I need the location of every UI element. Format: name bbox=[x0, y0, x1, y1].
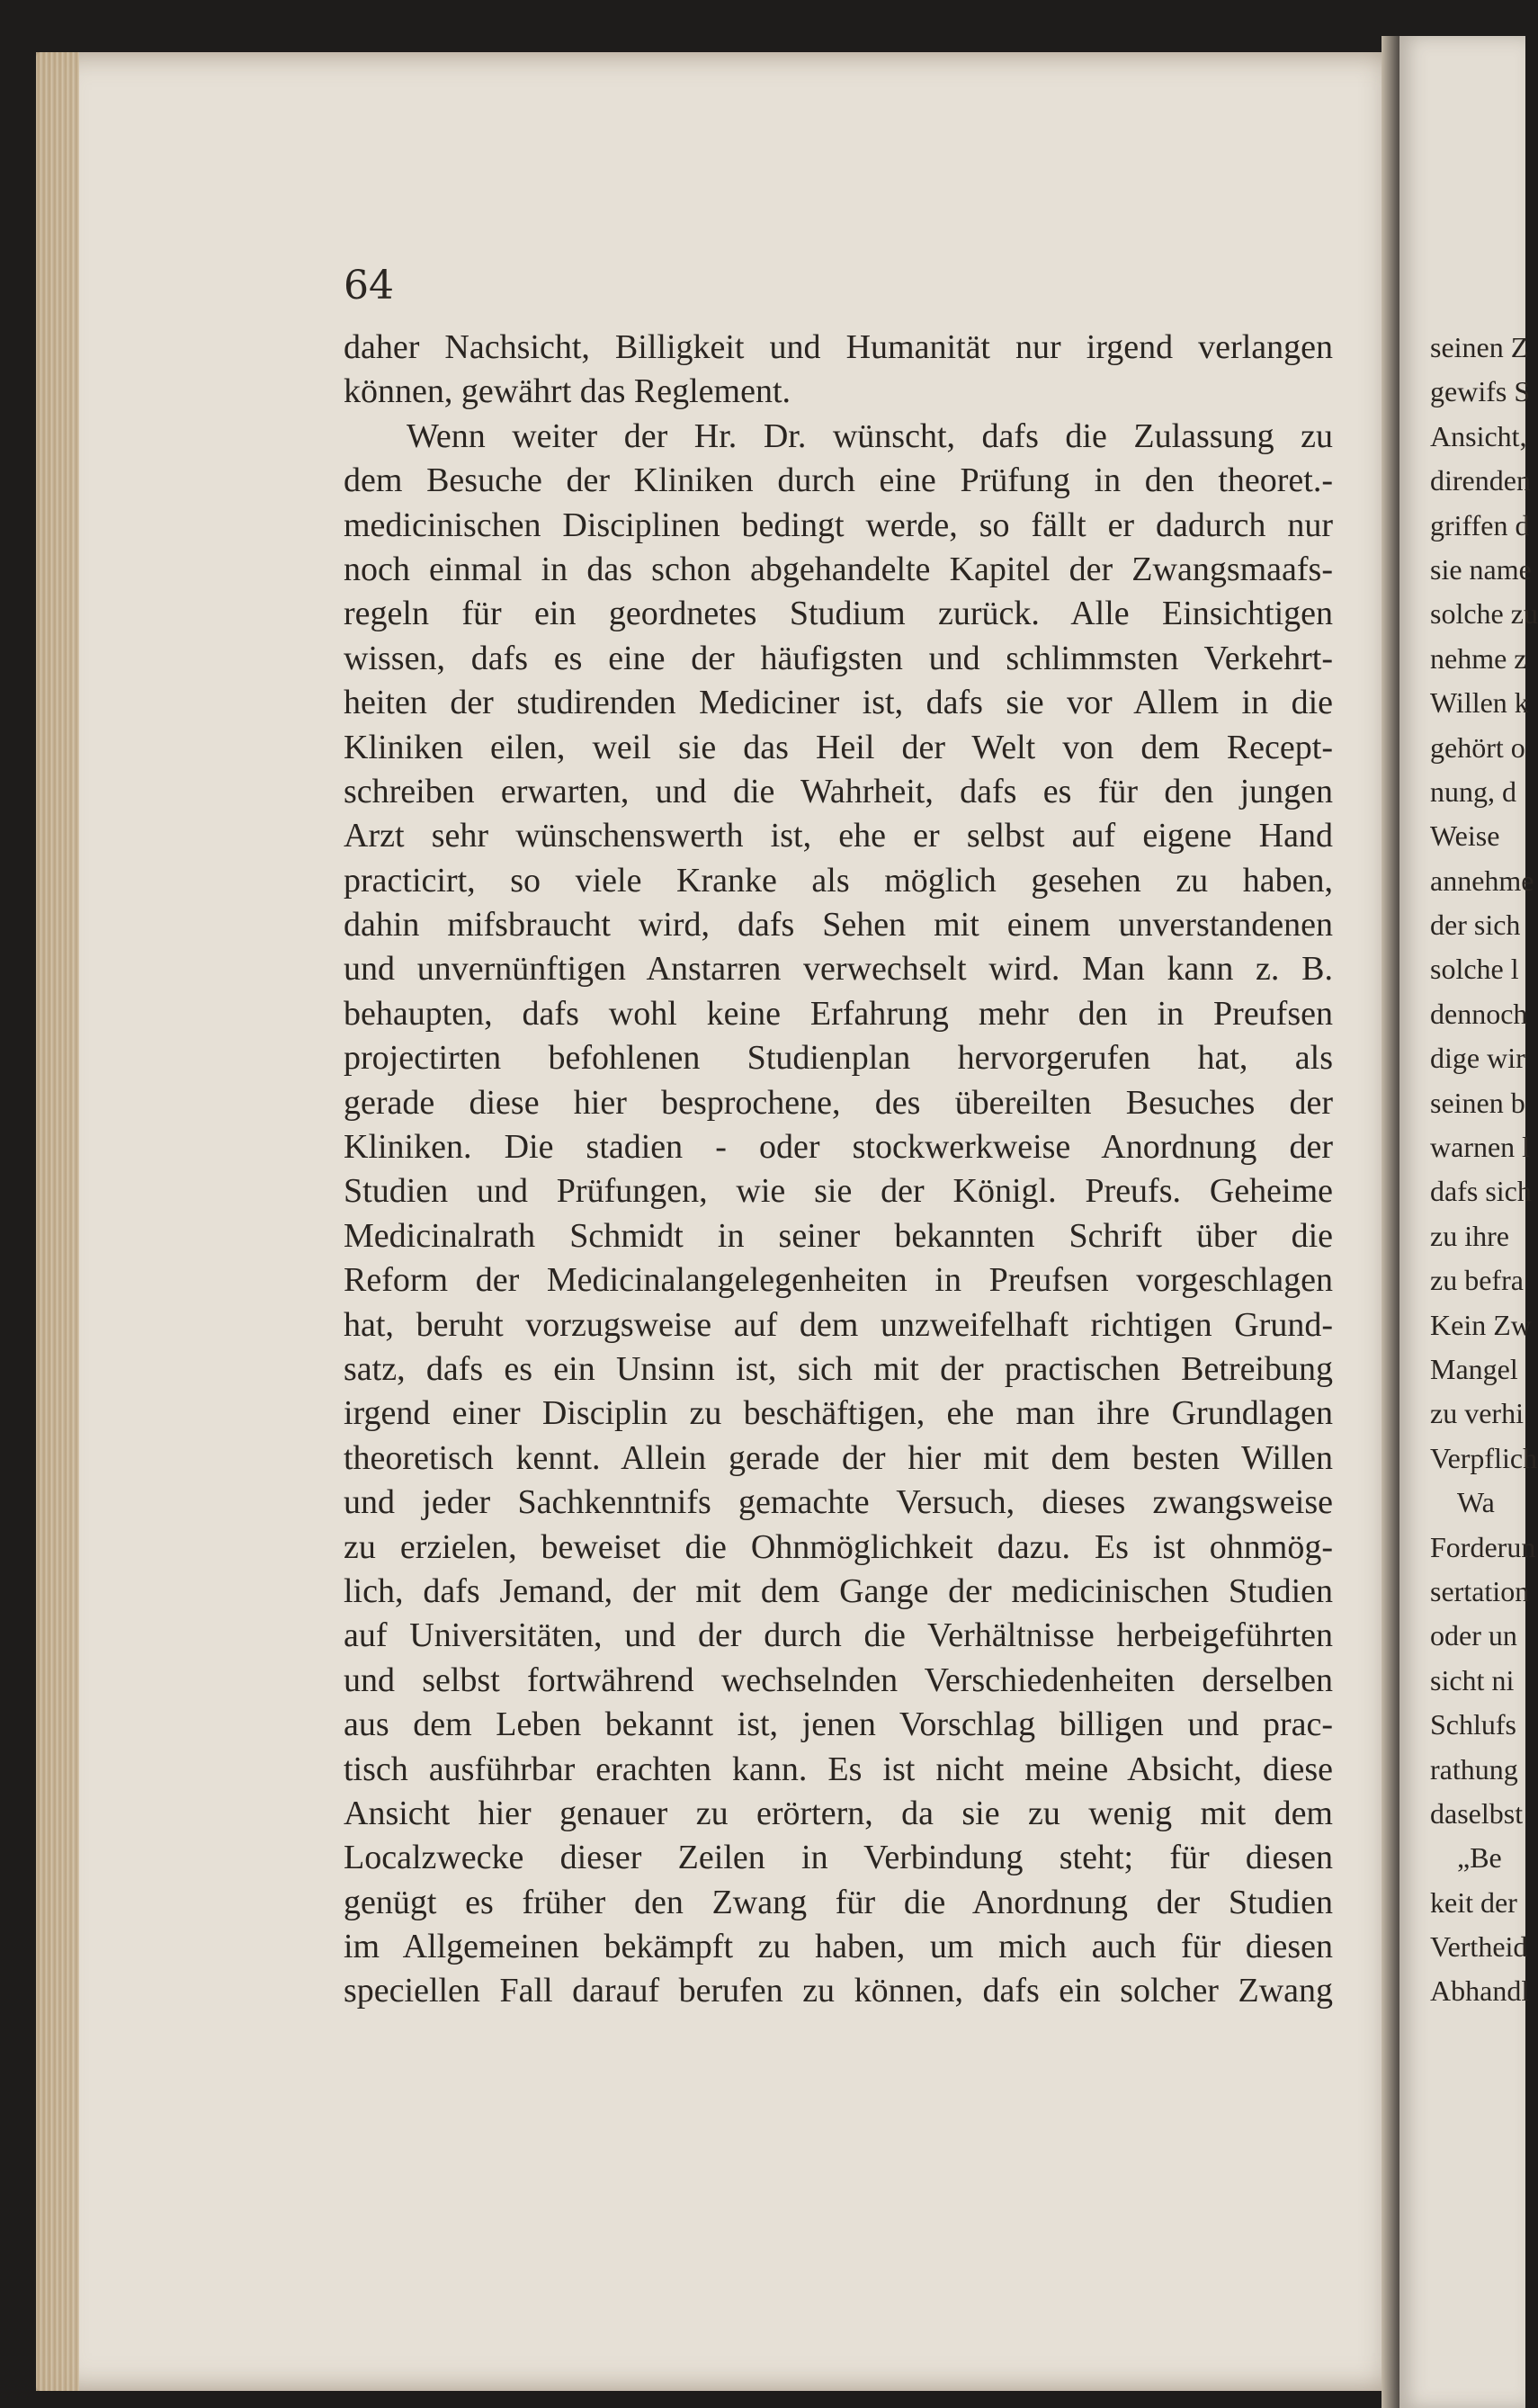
right-text-line: dige wir bbox=[1430, 1042, 1525, 1075]
text-line: theoretisch kennt. Allein gerade der hier mit dem besten Willen bbox=[344, 1438, 1333, 1477]
text-line: lich, dafs Jemand, der mit dem Gange der medicinischen Studien bbox=[344, 1571, 1333, 1610]
right-text-line: Wa bbox=[1457, 1486, 1495, 1519]
right-text-line: solche l bbox=[1430, 953, 1519, 986]
right-text-line: daselbst bbox=[1430, 1796, 1524, 1830]
right-text-line: Forderun bbox=[1430, 1530, 1536, 1563]
right-text-line: griffen d bbox=[1430, 508, 1530, 542]
text-line: schreiben erwarten, und die Wahrheit, dafs es für den jungen bbox=[344, 772, 1333, 810]
right-text-line: rathung bbox=[1430, 1752, 1518, 1786]
text-line: tisch ausführbar erachten kann. Es ist nicht meine Absicht, diese bbox=[344, 1750, 1333, 1788]
text-line: irgend einer Disciplin zu beschäftigen, ehe man ihre Grundlagen bbox=[344, 1394, 1333, 1433]
text-line: dahin mifsbraucht wird, dafs Sehen mit einem unverstandenen bbox=[344, 906, 1333, 944]
right-text-line: zu verhi bbox=[1430, 1397, 1524, 1430]
text-line: satz, dafs es ein Unsinn ist, sich mit der practischen Betreibung bbox=[344, 1349, 1333, 1388]
right-text-line: nung, d bbox=[1430, 774, 1516, 808]
right-text-line: Vertheid bbox=[1430, 1930, 1528, 1964]
text-line: hat, beruht vorzugsweise auf dem unzweifelhaft richtigen Grund- bbox=[344, 1305, 1333, 1344]
right-text-line: Weise bbox=[1430, 819, 1500, 853]
text-line: wissen, dafs es eine der häufigsten und schlimmsten Verkehrt- bbox=[344, 639, 1333, 677]
text-line: Reform der Medicinalangelegenheiten in Preufsen vorgeschlagen bbox=[344, 1261, 1333, 1300]
text-line: im Allgemeinen bekämpft zu haben, um mich auch für diesen bbox=[344, 1928, 1333, 1966]
right-text-line: sicht ni bbox=[1430, 1663, 1515, 1696]
right-text-line: zu befra bbox=[1430, 1264, 1524, 1297]
right-text-line: keit der bbox=[1430, 1885, 1517, 1919]
text-line: und selbst fortwährend wechselnden Verschiedenheiten derselben bbox=[344, 1661, 1333, 1699]
right-page-text bbox=[1430, 326, 1538, 2014]
right-text-line: warnen l bbox=[1430, 1131, 1531, 1164]
right-text-line: Verpflich bbox=[1430, 1441, 1538, 1474]
body-text bbox=[344, 326, 1333, 2014]
text-line: aus dem Leben bekannt ist, jenen Vorschlag billigen und prac- bbox=[344, 1705, 1333, 1744]
text-line: genügt es früher den Zwang für die Anordnung der Studien bbox=[344, 1883, 1333, 1921]
right-text-line: Abhandl bbox=[1430, 1974, 1530, 2008]
right-text-line: zu ihre bbox=[1430, 1219, 1509, 1252]
right-text-line: gehört o bbox=[1430, 730, 1525, 764]
text-line: dem Besuche der Kliniken durch eine Prüfung in den theoret.- bbox=[344, 461, 1333, 500]
page-number: 64 bbox=[344, 263, 394, 309]
page-edge-stack bbox=[36, 52, 79, 2391]
right-text-line: sie name bbox=[1430, 552, 1532, 586]
text-line: Localzwecke dieser Zeilen in Verbindung steht; für diesen bbox=[344, 1839, 1333, 1877]
text-line: noch einmal in das schon abgehandelte Kapitel der Zwangsmaafs- bbox=[344, 550, 1333, 588]
text-line: Medicinalrath Schmidt in seiner bekannten Schrift über die bbox=[344, 1216, 1333, 1255]
right-text-line: seinen b bbox=[1430, 1086, 1525, 1119]
text-line: behaupten, dafs wohl keine Erfahrung mehr den in Preufsen bbox=[344, 994, 1333, 1033]
text-line: Wenn weiter der Hr. Dr. wünscht, dafs die Zulassung zu bbox=[407, 416, 1333, 455]
right-text-line: solche zu bbox=[1430, 597, 1538, 631]
text-line: regeln für ein geordnetes Studium zurück. Alle Einsichtigen bbox=[344, 595, 1333, 633]
text-line: können, gewährt das Reglement. bbox=[344, 372, 791, 411]
text-line: projectirten befohlenen Studienplan hervorgerufen hat, als bbox=[344, 1039, 1333, 1078]
right-text-line: sertation bbox=[1430, 1574, 1530, 1607]
right-text-line: oder un bbox=[1430, 1619, 1517, 1652]
right-text-line: nehme z bbox=[1430, 641, 1527, 675]
text-line: Arzt sehr wünschenswerth ist, ehe er selbst auf eigene Hand bbox=[344, 817, 1333, 855]
right-text-line: Mangel bbox=[1430, 1352, 1518, 1385]
text-line: zu erzielen, beweiset die Ohnmöglichkeit dazu. Es ist ohnmög- bbox=[344, 1527, 1333, 1566]
text-line: und unvernünftigen Anstarren verwechselt wird. Man kann z. B. bbox=[344, 950, 1333, 989]
right-text-line: seinen Z bbox=[1430, 331, 1529, 363]
right-text-line: Schlufs bbox=[1430, 1708, 1516, 1741]
text-line: und jeder Sachkenntnifs gemachte Versuch, dieses zwangsweise bbox=[344, 1483, 1333, 1522]
text-line: daher Nachsicht, Billigkeit und Humanität nur irgend verlangen bbox=[344, 328, 1333, 366]
text-line: gerade diese hier besprochene, des übereilten Besuches der bbox=[344, 1083, 1333, 1122]
text-line: practicirt, so viele Kranke als möglich gesehen zu haben, bbox=[344, 861, 1333, 900]
right-text-line: dennoch bbox=[1430, 997, 1528, 1030]
right-text-line: gewifs S bbox=[1430, 375, 1531, 408]
right-text-line: annehme bbox=[1430, 864, 1534, 897]
text-line: Studien und Prüfungen, wie sie der Königl. Preufs. Geheime bbox=[344, 1172, 1333, 1211]
right-text-line: „Be bbox=[1457, 1841, 1502, 1875]
right-text-line: Kein Zw bbox=[1430, 1308, 1532, 1341]
right-text-line: Ansicht, bbox=[1430, 419, 1527, 452]
text-line: auf Universitäten, und der durch die Verhältnisse herbeigeführten bbox=[344, 1616, 1333, 1655]
text-line: Ansicht hier genauer zu erörtern, da sie zu wenig mit dem bbox=[344, 1794, 1333, 1832]
text-line: Kliniken. Die stadien - oder stockwerkweise Anordnung der bbox=[344, 1128, 1333, 1167]
right-text-line: dafs sich bbox=[1430, 1175, 1532, 1208]
right-text-line: der sich bbox=[1430, 909, 1521, 942]
right-text-line: Willen k bbox=[1430, 686, 1529, 720]
text-line: heiten der studirenden Mediciner ist, dafs sie vor Allem in die bbox=[344, 684, 1333, 722]
text-line: speciellen Fall darauf berufen zu können, dafs ein solcher Zwang bbox=[344, 1972, 1333, 2010]
right-text-line: direnden bbox=[1430, 464, 1531, 497]
text-line: medicinischen Disciplinen bedingt werde, so fällt er dadurch nur bbox=[344, 506, 1333, 544]
text-line: Kliniken eilen, weil sie das Heil der Welt von dem Recept- bbox=[344, 728, 1333, 766]
